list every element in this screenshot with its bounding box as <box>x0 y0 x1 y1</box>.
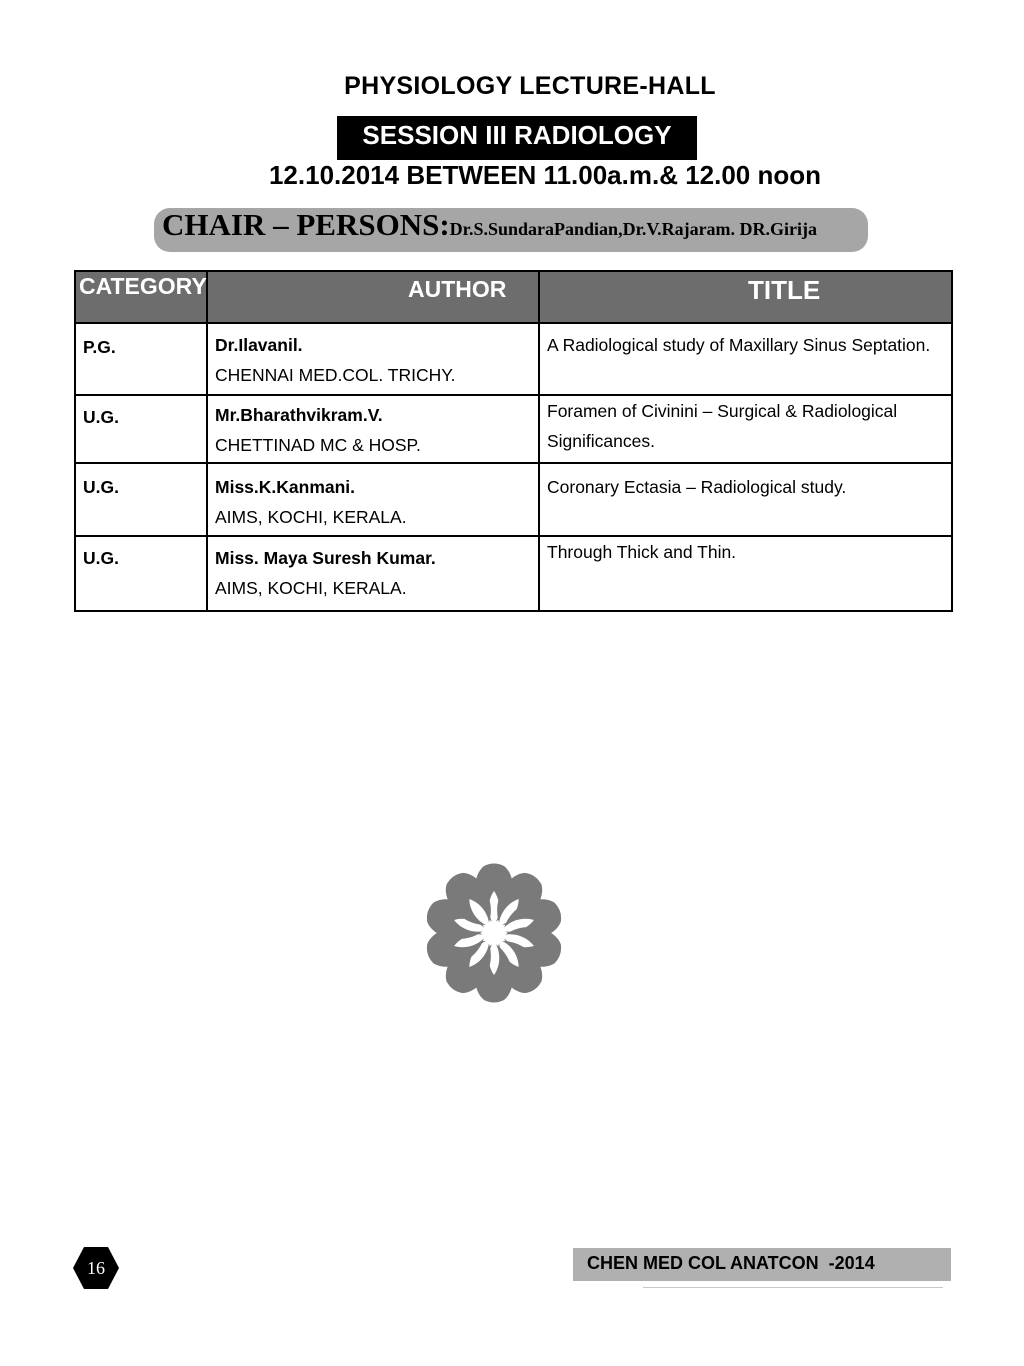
footer-rule <box>643 1287 943 1288</box>
chair-label: CHAIR – PERSONS: <box>162 207 450 242</box>
author-cell <box>207 463 539 536</box>
author-institution: CHETTINAD MC & HOSP. <box>215 435 421 455</box>
table-row <box>75 395 952 463</box>
category-cell: U.G. <box>75 536 207 611</box>
session-banner: SESSION III RADIOLOGY <box>337 116 697 160</box>
author-header: AUTHOR <box>207 271 539 323</box>
table-row <box>75 323 952 395</box>
category-cell: P.G. <box>75 323 207 395</box>
chair-names: Dr.S.SundaraPandian,Dr.V.Rajaram. DR.Girija <box>449 219 818 239</box>
schedule-table <box>74 270 953 612</box>
title-cell: Through Thick and Thin. <box>539 536 952 611</box>
table-row <box>75 536 952 611</box>
author-institution: CHENNAI MED.COL. TRICHY. <box>215 365 456 385</box>
footer-journal-title: CHEN MED COL ANATCON -2014 <box>573 1248 951 1281</box>
category-cell: U.G. <box>75 395 207 463</box>
author-cell <box>207 323 539 395</box>
title-cell: A Radiological study of Maxillary Sinus Septation. <box>539 323 952 395</box>
category-cell: U.G. <box>75 463 207 536</box>
chair-persons-box <box>154 208 868 252</box>
title-cell: Foramen of Civinini – Surgical & Radiological Significances. <box>539 395 952 463</box>
author-name: Mr.Bharathvikram.V. <box>215 405 383 425</box>
author-institution: AIMS, KOCHI, KERALA. <box>215 507 407 527</box>
author-cell <box>207 536 539 611</box>
category-header: CATEGORY <box>75 271 207 323</box>
author-institution: AIMS, KOCHI, KERALA. <box>215 578 407 598</box>
author-name: Dr.Ilavanil. <box>215 335 303 355</box>
author-name: Miss. Maya Suresh Kumar. <box>215 548 436 568</box>
author-name: Miss.K.Kanmani. <box>215 477 356 497</box>
hall-title: PHYSIOLOGY LECTURE-HALL <box>344 72 716 100</box>
table-header-row <box>75 271 952 323</box>
page-number: 16 <box>87 1258 105 1278</box>
title-header: TITLE <box>539 271 952 323</box>
author-cell <box>207 395 539 463</box>
flower-ornament-icon <box>423 862 565 1004</box>
session-date: 12.10.2014 BETWEEN 11.00a.m.& 12.00 noon <box>268 160 822 190</box>
table-row <box>75 463 952 536</box>
title-cell: Coronary Ectasia – Radiological study. <box>539 463 952 536</box>
